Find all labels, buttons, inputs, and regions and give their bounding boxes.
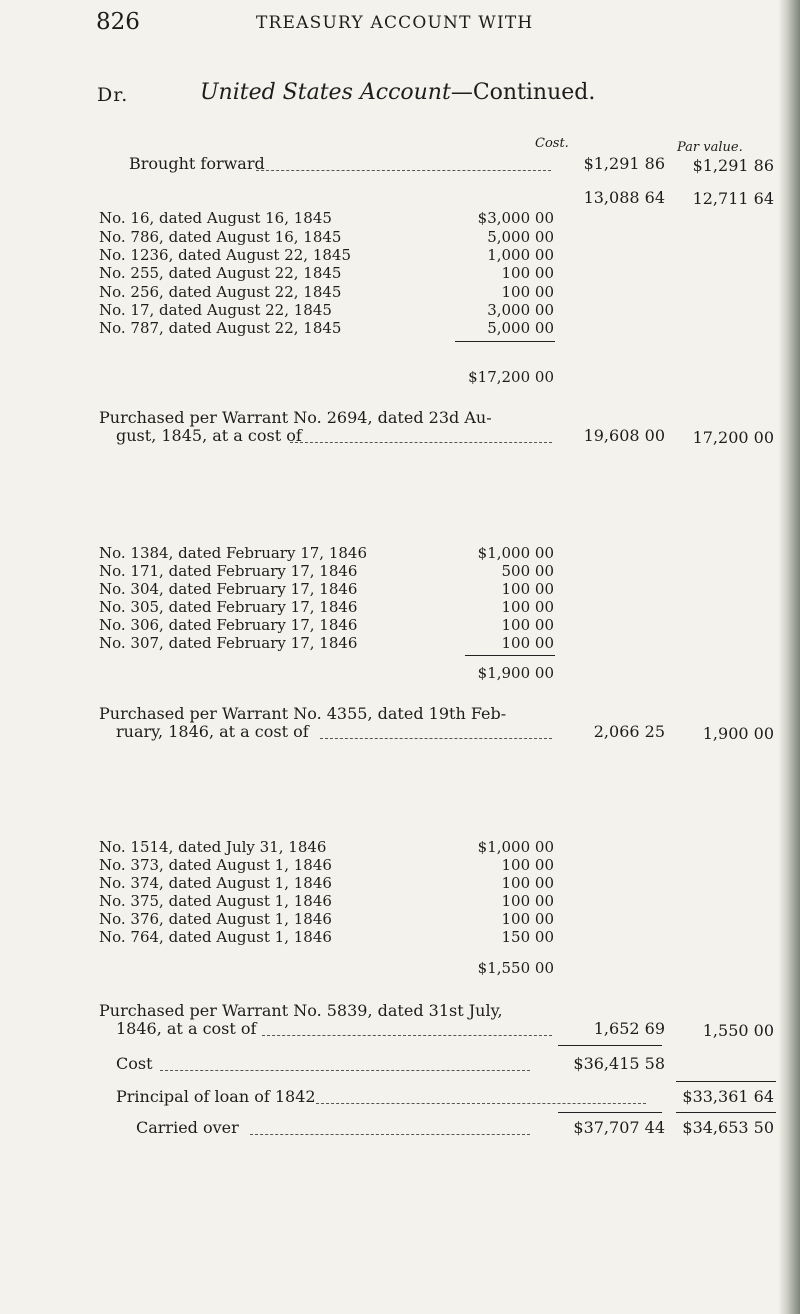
bond-item-amount: 500 00: [501, 562, 554, 580]
bond-item-amount: $3,000 00: [477, 209, 554, 227]
bond-item-amount: 100 00: [501, 283, 554, 301]
bond-item-label: No. 307, dated February 17, 1846: [99, 634, 358, 652]
bond-item-amount: 5,000 00: [487, 319, 554, 337]
purchase-par: 1,550 00: [702, 1021, 774, 1040]
page-edge-shadow: [778, 0, 800, 1314]
bond-item-amount: 1,000 00: [487, 246, 554, 264]
total-rule: [558, 1045, 662, 1046]
bond-item-label: No. 1384, dated February 17, 1846: [99, 544, 368, 562]
leader-dots: [316, 1103, 646, 1104]
purchase-line: Purchased per Warrant No. 4355, dated 19th Feb-: [99, 704, 507, 723]
bond-item-amount: 100 00: [501, 874, 554, 892]
bond-item-amount: 3,000 00: [487, 301, 554, 319]
subtotal-cost: 13,088 64: [583, 188, 665, 207]
purchase-line: gust, 1845, at a cost of: [116, 426, 302, 445]
leader-dots: [256, 170, 551, 171]
total-rule: [465, 655, 555, 656]
bond-item-amount: 100 00: [501, 598, 554, 616]
bond-item-label: No. 171, dated February 17, 1846: [99, 562, 358, 580]
total-rule: [558, 1112, 662, 1113]
bond-item-label: No. 17, dated August 22, 1845: [99, 301, 332, 319]
bond-item-label: No. 764, dated August 1, 1846: [99, 928, 332, 946]
purchase-line: ruary, 1846, at a cost of: [116, 722, 309, 741]
page-number: 826: [96, 9, 140, 35]
bond-item-amount: 100 00: [501, 616, 554, 634]
bond-item-amount: 5,000 00: [487, 228, 554, 246]
bond-item-amount: 150 00: [501, 928, 554, 946]
group-total: $17,200 00: [468, 368, 554, 386]
leader-dots: [250, 1134, 530, 1135]
leader-dots: [290, 442, 552, 443]
bond-item-label: No. 305, dated February 17, 1846: [99, 598, 358, 616]
cost-total-value: $36,415 58: [573, 1054, 665, 1073]
purchase-line: Purchased per Warrant No. 5839, dated 31st July,: [99, 1001, 503, 1020]
bond-item-label: No. 255, dated August 22, 1845: [99, 264, 342, 282]
bond-item-amount: 100 00: [501, 910, 554, 928]
bond-item-label: No. 374, dated August 1, 1846: [99, 874, 332, 892]
principal-label: Principal of loan of 1842: [116, 1087, 316, 1106]
account-title: [200, 80, 595, 105]
cost-column-header: Cost.: [535, 136, 569, 151]
bond-item-label: No. 373, dated August 1, 1846: [99, 856, 332, 874]
group-total: $1,550 00: [477, 959, 554, 977]
bond-item-amount: $1,000 00: [477, 544, 554, 562]
cost-total-label: Cost: [116, 1054, 153, 1073]
purchase-cost: 2,066 25: [593, 722, 665, 741]
bond-item-amount: 100 00: [501, 856, 554, 874]
group-total: $1,900 00: [477, 664, 554, 682]
bond-item-label: No. 16, dated August 16, 1845: [99, 209, 332, 227]
leader-dots: [160, 1070, 530, 1071]
bond-item-label: No. 304, dated February 17, 1846: [99, 580, 358, 598]
total-rule: [676, 1112, 776, 1113]
bond-item-label: No. 256, dated August 22, 1845: [99, 283, 342, 301]
leader-dots: [320, 738, 552, 739]
brought-forward-cost: $1,291 86: [583, 154, 665, 173]
brought-forward-par: $1,291 86: [692, 156, 774, 175]
side-label: Dr.: [97, 84, 129, 106]
leader-dots: [262, 1035, 552, 1036]
bond-item-amount: 100 00: [501, 892, 554, 910]
bond-item-amount: 100 00: [501, 264, 554, 282]
bond-item-label: No. 376, dated August 1, 1846: [99, 910, 332, 928]
carried-over-cost: $37,707 44: [573, 1118, 665, 1137]
principal-value: $33,361 64: [682, 1087, 774, 1106]
bond-item-amount: 100 00: [501, 634, 554, 652]
bond-item-label: No. 306, dated February 17, 1846: [99, 616, 358, 634]
carried-over-par: $34,653 50: [682, 1118, 774, 1137]
carried-over-label: Carried over: [136, 1118, 239, 1137]
bond-item-label: No. 787, dated August 22, 1845: [99, 319, 342, 337]
purchase-cost: 19,608 00: [583, 426, 665, 445]
bond-item-label: No. 786, dated August 16, 1845: [99, 228, 342, 246]
bond-item-label: No. 375, dated August 1, 1846: [99, 892, 332, 910]
purchase-line: Purchased per Warrant No. 2694, dated 23d Au-: [99, 408, 492, 427]
total-rule: [455, 341, 555, 342]
bond-item-amount: 100 00: [501, 580, 554, 598]
account-title-rest: —Continued.: [450, 80, 596, 105]
purchase-cost: 1,652 69: [593, 1019, 665, 1038]
purchase-par: 1,900 00: [702, 724, 774, 743]
purchase-par: 17,200 00: [692, 428, 774, 447]
bond-item-label: No. 1514, dated July 31, 1846: [99, 838, 327, 856]
running-head: TREASURY ACCOUNT WITH: [256, 13, 534, 33]
par-column-header: Par value.: [677, 140, 743, 155]
bond-item-label: No. 1236, dated August 22, 1845: [99, 246, 352, 264]
account-title-italic: United States Account: [200, 80, 451, 105]
brought-forward-label: Brought forward: [129, 154, 265, 173]
subtotal-par: 12,711 64: [692, 189, 774, 208]
total-rule: [676, 1081, 776, 1082]
purchase-line: 1846, at a cost of: [116, 1019, 257, 1038]
bond-item-amount: $1,000 00: [477, 838, 554, 856]
